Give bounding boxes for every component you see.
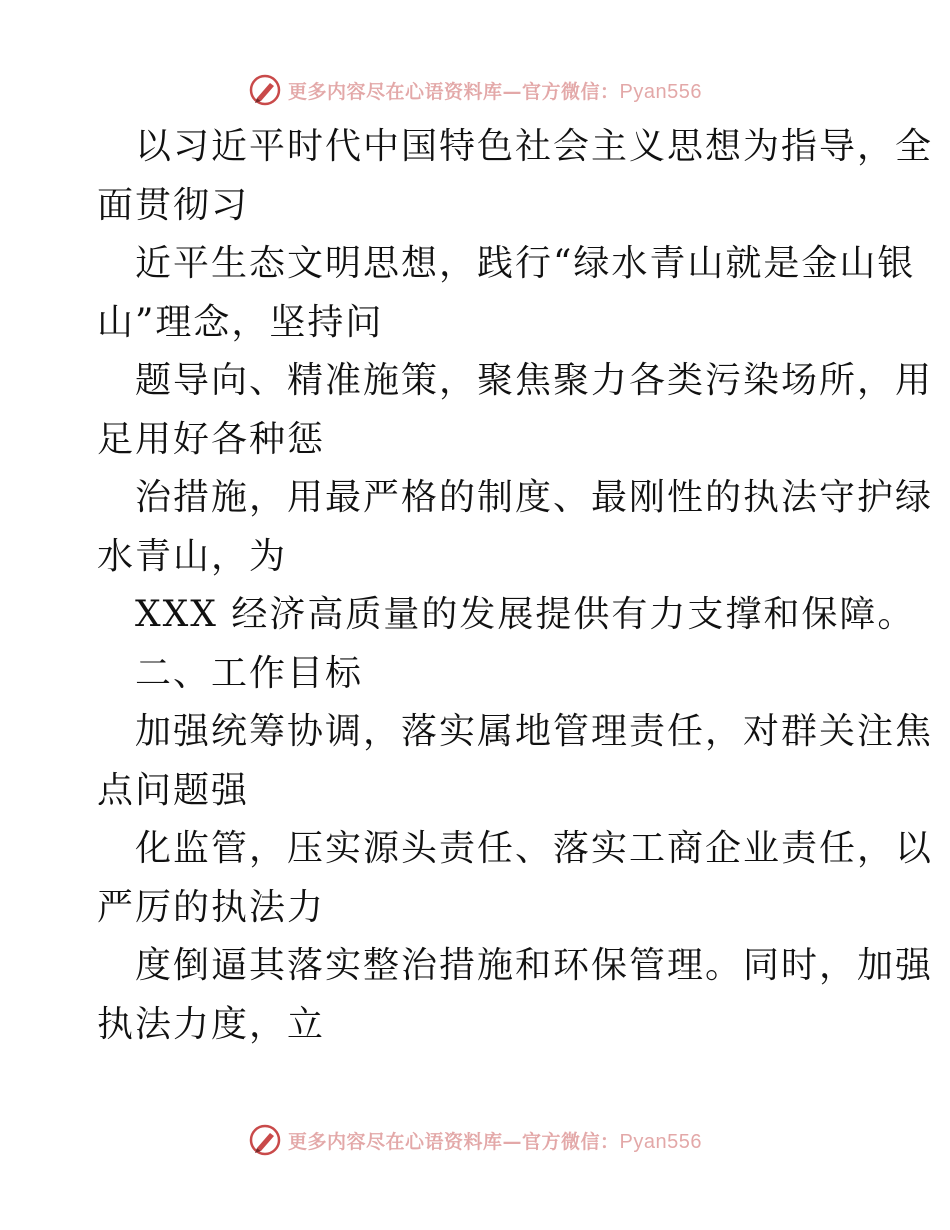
text-line: 度倒逼其落实整治措施和环保管理。同时，加强 (135, 945, 934, 986)
watermark-header (0, 70, 950, 110)
text-line: 题导向、精准施策，聚焦聚力各类污染场所，用 (135, 360, 934, 401)
text-line: 面贯彻习 (97, 184, 250, 226)
pen-logo-icon (248, 1123, 282, 1157)
text-line: 点问题强 (97, 769, 250, 811)
text-line: 化监管，压实源头责任、落实工商企业责任，以 (135, 828, 934, 869)
text-line: 水青山，为 (97, 535, 288, 577)
watermark-wechat-id: Pyan556 (619, 80, 702, 103)
watermark-text: 更多内容尽在心语资料库—官方微信：Pyan556 (288, 80, 702, 103)
text-line: 严厉的执法力 (97, 886, 326, 928)
text-line: 治措施，用最严格的制度、最刚性的执法守护绿 (135, 477, 934, 518)
section-heading: 二、工作目标 (135, 652, 364, 694)
text-line: 足用好各种惩 (97, 418, 326, 460)
text-line: 以习近平时代中国特色社会主义思想为指导，全 (135, 126, 934, 167)
watermark-footer (0, 1120, 950, 1160)
text-line: 近平生态文明思想，践行“绿水青山就是金山银 (135, 243, 916, 284)
watermark-text: 更多内容尽在心语资料库—官方微信：Pyan556 (288, 1130, 702, 1153)
document-body (97, 118, 934, 1054)
pen-logo-icon (248, 73, 282, 107)
watermark-wechat-id: Pyan556 (619, 1130, 702, 1153)
text-line: 加强统筹协调，落实属地管理责任，对群关注焦 (135, 711, 934, 752)
text-line: 山”理念，坚持问 (97, 301, 384, 343)
text-line: 执法力度，立 (97, 1003, 326, 1045)
text-line: XXX 经济高质量的发展提供有力支撑和保障。 (135, 594, 916, 635)
